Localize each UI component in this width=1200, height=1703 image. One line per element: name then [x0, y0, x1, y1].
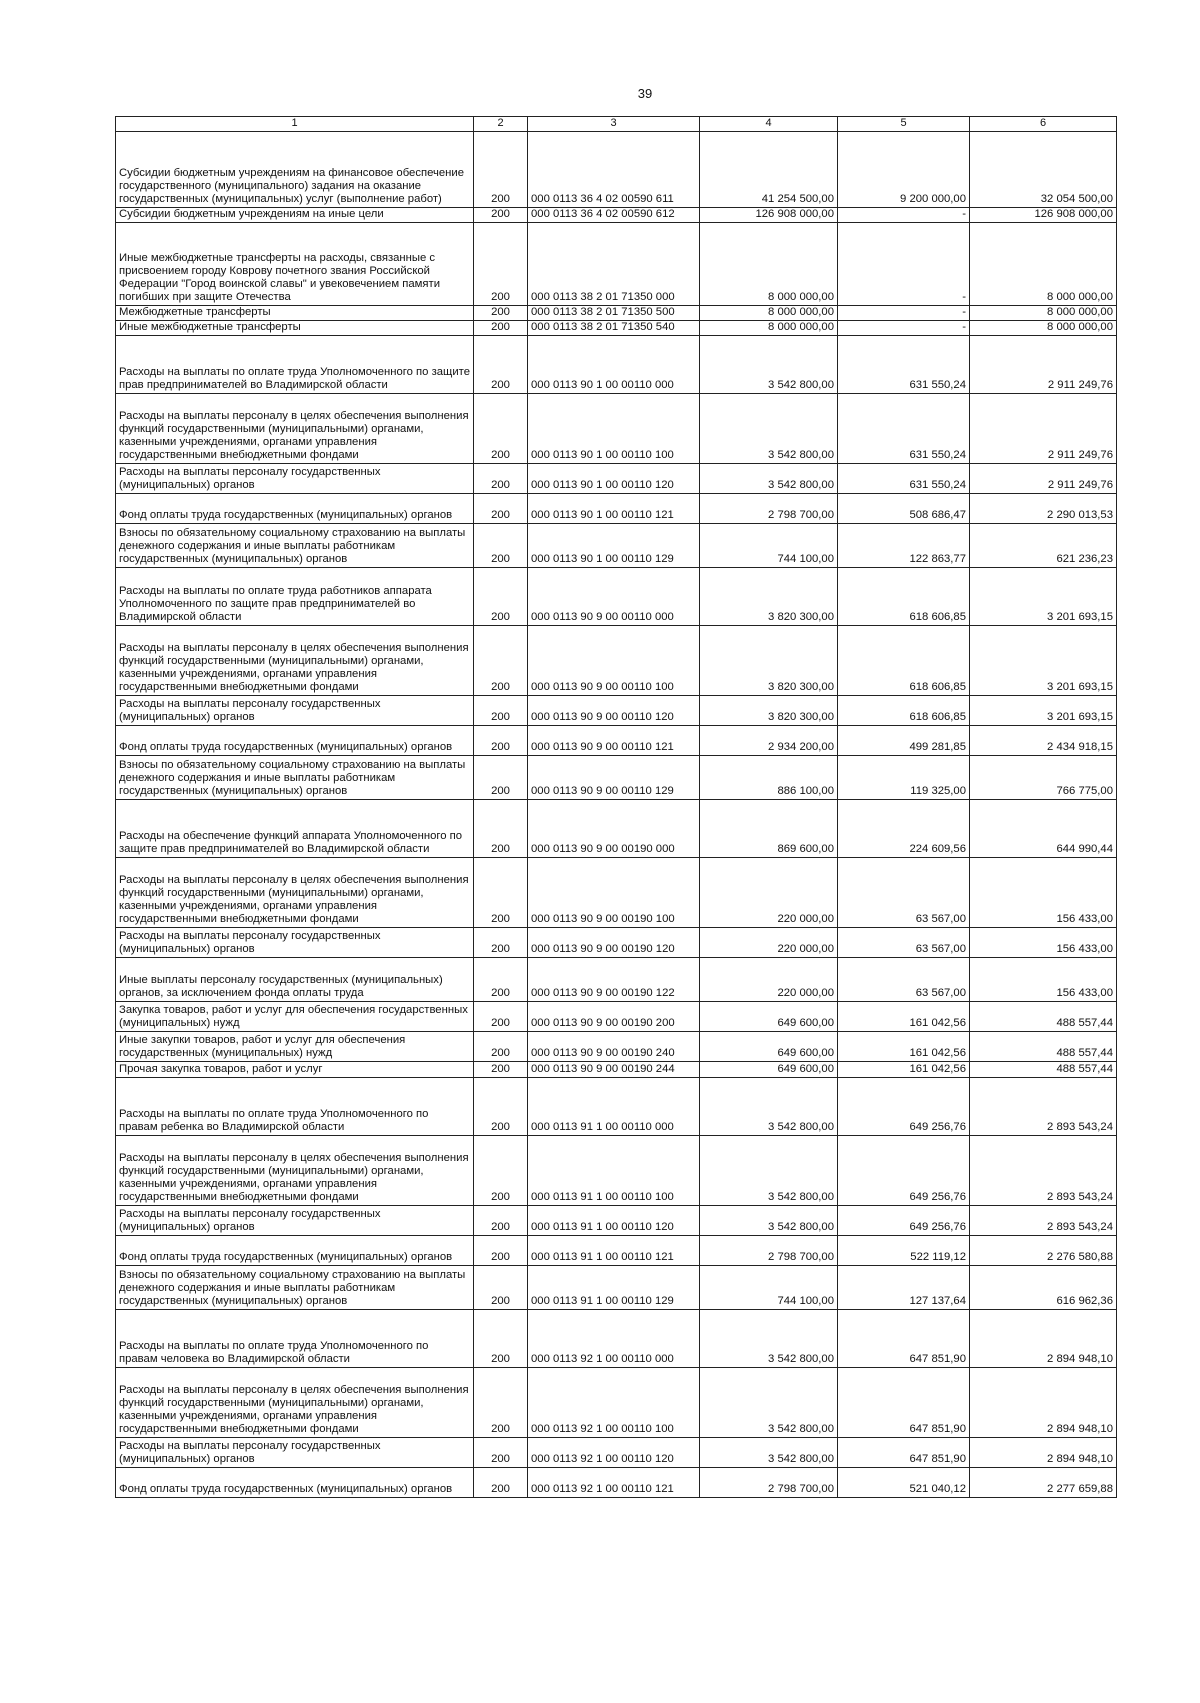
row-approved-value: 3 820 300,00 [700, 626, 838, 696]
row-remaining-value: 2 276 580,88 [970, 1236, 1117, 1266]
row-budget-code: 000 0113 36 4 02 00590 611 [528, 132, 700, 208]
row-approved-value: 744 100,00 [700, 1266, 838, 1310]
row-approved-value: 649 600,00 [700, 1062, 838, 1078]
row-budget-code: 000 0113 90 9 00 00190 244 [528, 1062, 700, 1078]
table-row [116, 1032, 1117, 1062]
row-budget-code: 000 0113 90 1 00 00110 100 [528, 394, 700, 464]
row-approved-value: 744 100,00 [700, 524, 838, 568]
table-row [116, 568, 1117, 626]
row-executed-value: 649 256,76 [838, 1206, 970, 1236]
table-row [116, 696, 1117, 726]
row-remaining-value: 3 201 693,15 [970, 696, 1117, 726]
row-approved-value: 649 600,00 [700, 1002, 838, 1032]
table-row [116, 336, 1117, 394]
row-admin-code: 200 [474, 1062, 528, 1078]
row-budget-code: 000 0113 90 9 00 00110 100 [528, 626, 700, 696]
row-admin-code: 200 [474, 1310, 528, 1368]
row-executed-value: 161 042,56 [838, 1032, 970, 1062]
row-budget-code: 000 0113 36 4 02 00590 612 [528, 208, 700, 223]
row-budget-code: 000 0113 90 1 00 00110 129 [528, 524, 700, 568]
row-admin-code: 200 [474, 524, 528, 568]
row-admin-code: 200 [474, 1236, 528, 1266]
row-budget-code: 000 0113 90 9 00 00110 000 [528, 568, 700, 626]
row-budget-code: 000 0113 90 9 00 00190 100 [528, 858, 700, 928]
row-admin-code: 200 [474, 726, 528, 756]
row-executed-value: 119 325,00 [838, 756, 970, 800]
row-executed-value: 161 042,56 [838, 1062, 970, 1078]
row-remaining-value: 3 201 693,15 [970, 626, 1117, 696]
row-description: Расходы на обеспечение функций аппарата Уполномоченного по защите прав предпринимателей во Владимирской области [116, 800, 474, 858]
row-budget-code: 000 0113 92 1 00 00110 100 [528, 1368, 700, 1438]
row-approved-value: 3 542 800,00 [700, 1368, 838, 1438]
row-approved-value: 220 000,00 [700, 958, 838, 1002]
row-description: Фонд оплаты труда государственных (муниципальных) органов [116, 1468, 474, 1498]
row-description: Расходы на выплаты по оплате труда Уполномоченного по правам ребенка во Владимирской области [116, 1078, 474, 1136]
row-description: Расходы на выплаты по оплате труда Уполномоченного по правам человека во Владимирской области [116, 1310, 474, 1368]
row-executed-value: 127 137,64 [838, 1266, 970, 1310]
row-approved-value: 3 820 300,00 [700, 696, 838, 726]
row-description: Расходы на выплаты персоналу в целях обеспечения выполнения функций государственными (муниципальными) органами, казенными учреждениями, органами управления государственными внебюджетными фондами [116, 858, 474, 928]
row-executed-value: 161 042,56 [838, 1002, 970, 1032]
row-executed-value: 631 550,24 [838, 394, 970, 464]
row-admin-code: 200 [474, 1438, 528, 1468]
table-row [116, 800, 1117, 858]
table-row [116, 394, 1117, 464]
row-admin-code: 200 [474, 1206, 528, 1236]
row-approved-value: 869 600,00 [700, 800, 838, 858]
row-description: Иные закупки товаров, работ и услуг для обеспечения государственных (муниципальных) нужд [116, 1032, 474, 1062]
header-cell-2: 2 [474, 117, 528, 132]
row-admin-code: 200 [474, 958, 528, 1002]
row-admin-code: 200 [474, 858, 528, 928]
header-cell-3: 3 [528, 117, 700, 132]
row-remaining-value: 156 433,00 [970, 858, 1117, 928]
row-description: Расходы на выплаты персоналу в целях обеспечения выполнения функций государственными (муниципальными) органами, казенными учреждениями, органами управления государственными внебюджетными фондами [116, 1368, 474, 1438]
table-row [116, 1468, 1117, 1498]
table-row [116, 223, 1117, 306]
row-budget-code: 000 0113 92 1 00 00110 121 [528, 1468, 700, 1498]
row-admin-code: 200 [474, 626, 528, 696]
row-executed-value: 224 609,56 [838, 800, 970, 858]
row-approved-value: 3 542 800,00 [700, 1078, 838, 1136]
row-admin-code: 200 [474, 1368, 528, 1438]
row-description: Расходы на выплаты персоналу в целях обеспечения выполнения функций государственными (муниципальными) органами, казенными учреждениями, органами управления государственными внебюджетными фондами [116, 394, 474, 464]
header-cell-1: 1 [116, 117, 474, 132]
row-description: Расходы на выплаты персоналу в целях обеспечения выполнения функций государственными (муниципальными) органами, казенными учреждениями, органами управления государственными внебюджетными фондами [116, 626, 474, 696]
row-remaining-value: 156 433,00 [970, 958, 1117, 1002]
row-admin-code: 200 [474, 306, 528, 321]
table-row [116, 1236, 1117, 1266]
row-description: Расходы на выплаты персоналу государственных (муниципальных) органов [116, 1438, 474, 1468]
header-cell-4: 4 [700, 117, 838, 132]
row-remaining-value: 8 000 000,00 [970, 306, 1117, 321]
row-budget-code: 000 0113 91 1 00 00110 129 [528, 1266, 700, 1310]
row-remaining-value: 126 908 000,00 [970, 208, 1117, 223]
row-description: Закупка товаров, работ и услуг для обеспечения государственных (муниципальных) нужд [116, 1002, 474, 1032]
table-row [116, 494, 1117, 524]
row-budget-code: 000 0113 90 9 00 00110 120 [528, 696, 700, 726]
row-approved-value: 3 542 800,00 [700, 1136, 838, 1206]
row-budget-code: 000 0113 38 2 01 71350 540 [528, 321, 700, 336]
row-admin-code: 200 [474, 336, 528, 394]
row-remaining-value: 2 911 249,76 [970, 336, 1117, 394]
row-remaining-value: 616 962,36 [970, 1266, 1117, 1310]
table-row [116, 858, 1117, 928]
row-executed-value: 9 200 000,00 [838, 132, 970, 208]
row-admin-code: 200 [474, 321, 528, 336]
row-admin-code: 200 [474, 208, 528, 223]
row-executed-value: 631 550,24 [838, 336, 970, 394]
row-approved-value: 126 908 000,00 [700, 208, 838, 223]
table-row [116, 464, 1117, 494]
row-remaining-value: 8 000 000,00 [970, 223, 1117, 306]
row-approved-value: 220 000,00 [700, 858, 838, 928]
row-remaining-value: 766 775,00 [970, 756, 1117, 800]
row-budget-code: 000 0113 90 9 00 00190 240 [528, 1032, 700, 1062]
row-admin-code: 200 [474, 1032, 528, 1062]
row-approved-value: 3 542 800,00 [700, 464, 838, 494]
row-remaining-value: 2 894 948,10 [970, 1368, 1117, 1438]
row-approved-value: 3 542 800,00 [700, 336, 838, 394]
row-description: Взносы по обязательному социальному страхованию на выплаты денежного содержания и иные выплаты работникам государственных (муниципальных) органов [116, 1266, 474, 1310]
row-executed-value: 649 256,76 [838, 1136, 970, 1206]
header-cell-6: 6 [970, 117, 1117, 132]
row-executed-value: 508 686,47 [838, 494, 970, 524]
page-number: 39 [637, 86, 653, 101]
row-executed-value: - [838, 321, 970, 336]
row-remaining-value: 488 557,44 [970, 1062, 1117, 1078]
row-budget-code: 000 0113 92 1 00 00110 120 [528, 1438, 700, 1468]
row-admin-code: 200 [474, 223, 528, 306]
row-budget-code: 000 0113 90 1 00 00110 000 [528, 336, 700, 394]
table-row [116, 756, 1117, 800]
row-remaining-value: 2 434 918,15 [970, 726, 1117, 756]
row-remaining-value: 32 054 500,00 [970, 132, 1117, 208]
table-row [116, 1062, 1117, 1078]
row-budget-code: 000 0113 90 1 00 00110 121 [528, 494, 700, 524]
row-remaining-value: 2 911 249,76 [970, 464, 1117, 494]
row-executed-value: 521 040,12 [838, 1468, 970, 1498]
row-remaining-value: 2 277 659,88 [970, 1468, 1117, 1498]
row-description: Прочая закупка товаров, работ и услуг [116, 1062, 474, 1078]
header-row [116, 117, 1117, 132]
row-executed-value: 618 606,85 [838, 696, 970, 726]
row-budget-code: 000 0113 91 1 00 00110 000 [528, 1078, 700, 1136]
row-description: Субсидии бюджетным учреждениям на иные цели [116, 208, 474, 223]
row-description: Расходы на выплаты персоналу государственных (муниципальных) органов [116, 928, 474, 958]
row-admin-code: 200 [474, 696, 528, 726]
table-row [116, 524, 1117, 568]
row-remaining-value: 2 894 948,10 [970, 1310, 1117, 1368]
row-executed-value: 647 851,90 [838, 1438, 970, 1468]
budget-table [115, 116, 1117, 1498]
row-executed-value: 122 863,77 [838, 524, 970, 568]
row-approved-value: 3 542 800,00 [700, 1438, 838, 1468]
row-description: Расходы на выплаты персоналу в целях обеспечения выполнения функций государственными (муниципальными) органами, казенными учреждениями, органами управления государственными внебюджетными фондами [116, 1136, 474, 1206]
table-row [116, 626, 1117, 696]
table-row [116, 1266, 1117, 1310]
table-row [116, 1310, 1117, 1368]
table-row [116, 1438, 1117, 1468]
row-budget-code: 000 0113 91 1 00 00110 100 [528, 1136, 700, 1206]
row-admin-code: 200 [474, 756, 528, 800]
row-admin-code: 200 [474, 1136, 528, 1206]
row-admin-code: 200 [474, 568, 528, 626]
row-description: Расходы на выплаты персоналу государственных (муниципальных) органов [116, 696, 474, 726]
row-executed-value: 631 550,24 [838, 464, 970, 494]
row-remaining-value: 8 000 000,00 [970, 321, 1117, 336]
row-admin-code: 200 [474, 928, 528, 958]
row-remaining-value: 2 893 543,24 [970, 1206, 1117, 1236]
row-executed-value: 647 851,90 [838, 1310, 970, 1368]
row-admin-code: 200 [474, 1002, 528, 1032]
row-approved-value: 3 542 800,00 [700, 1310, 838, 1368]
row-description: Расходы на выплаты персоналу государственных (муниципальных) органов [116, 1206, 474, 1236]
row-description: Взносы по обязательному социальному страхованию на выплаты денежного содержания и иные выплаты работникам государственных (муниципальных) органов [116, 524, 474, 568]
row-description: Расходы на выплаты персоналу государственных (муниципальных) органов [116, 464, 474, 494]
table-row [116, 1002, 1117, 1032]
row-description: Иные выплаты персоналу государственных (муниципальных) органов, за исключением фонда оплаты труда [116, 958, 474, 1002]
row-executed-value: 647 851,90 [838, 1368, 970, 1438]
row-approved-value: 2 798 700,00 [700, 494, 838, 524]
row-executed-value: - [838, 208, 970, 223]
table-row [116, 306, 1117, 321]
row-description: Иные межбюджетные трансферты на расходы, связанные с присвоением городу Коврову почетного звания Российской Федерации "Город воинской славы" и увековечением памяти погибших при защите Отечества [116, 223, 474, 306]
row-budget-code: 000 0113 90 9 00 00190 000 [528, 800, 700, 858]
row-approved-value: 8 000 000,00 [700, 223, 838, 306]
row-budget-code: 000 0113 91 1 00 00110 121 [528, 1236, 700, 1266]
row-remaining-value: 2 290 013,53 [970, 494, 1117, 524]
row-admin-code: 200 [474, 1266, 528, 1310]
row-admin-code: 200 [474, 394, 528, 464]
row-admin-code: 200 [474, 464, 528, 494]
row-description: Фонд оплаты труда государственных (муниципальных) органов [116, 1236, 474, 1266]
row-admin-code: 200 [474, 800, 528, 858]
row-budget-code: 000 0113 90 9 00 00190 200 [528, 1002, 700, 1032]
row-executed-value: 63 567,00 [838, 928, 970, 958]
row-budget-code: 000 0113 38 2 01 71350 000 [528, 223, 700, 306]
row-description: Взносы по обязательному социальному страхованию на выплаты денежного содержания и иные выплаты работникам государственных (муниципальных) органов [116, 756, 474, 800]
row-description: Межбюджетные трансферты [116, 306, 474, 321]
row-remaining-value: 644 990,44 [970, 800, 1117, 858]
row-approved-value: 649 600,00 [700, 1032, 838, 1062]
row-executed-value: 618 606,85 [838, 568, 970, 626]
row-approved-value: 8 000 000,00 [700, 321, 838, 336]
row-approved-value: 2 798 700,00 [700, 1236, 838, 1266]
row-budget-code: 000 0113 90 9 00 00110 129 [528, 756, 700, 800]
table-row [116, 1136, 1117, 1206]
row-description: Иные межбюджетные трансферты [116, 321, 474, 336]
row-approved-value: 2 934 200,00 [700, 726, 838, 756]
row-description: Фонд оплаты труда государственных (муниципальных) органов [116, 494, 474, 524]
row-approved-value: 2 798 700,00 [700, 1468, 838, 1498]
row-budget-code: 000 0113 90 1 00 00110 120 [528, 464, 700, 494]
table-row [116, 321, 1117, 336]
row-approved-value: 3 820 300,00 [700, 568, 838, 626]
row-admin-code: 200 [474, 132, 528, 208]
row-remaining-value: 621 236,23 [970, 524, 1117, 568]
row-remaining-value: 156 433,00 [970, 928, 1117, 958]
row-approved-value: 886 100,00 [700, 756, 838, 800]
row-executed-value: 522 119,12 [838, 1236, 970, 1266]
table-row [116, 208, 1117, 223]
row-approved-value: 3 542 800,00 [700, 394, 838, 464]
table-row [116, 958, 1117, 1002]
row-approved-value: 3 542 800,00 [700, 1206, 838, 1236]
table-row [116, 1078, 1117, 1136]
row-remaining-value: 2 893 543,24 [970, 1078, 1117, 1136]
table-row [116, 928, 1117, 958]
row-budget-code: 000 0113 90 9 00 00110 121 [528, 726, 700, 756]
row-executed-value: 499 281,85 [838, 726, 970, 756]
row-approved-value: 41 254 500,00 [700, 132, 838, 208]
row-approved-value: 220 000,00 [700, 928, 838, 958]
row-budget-code: 000 0113 90 9 00 00190 120 [528, 928, 700, 958]
row-remaining-value: 2 911 249,76 [970, 394, 1117, 464]
row-description: Фонд оплаты труда государственных (муниципальных) органов [116, 726, 474, 756]
row-admin-code: 200 [474, 494, 528, 524]
table-row [116, 132, 1117, 208]
row-executed-value: 63 567,00 [838, 858, 970, 928]
row-executed-value: 649 256,76 [838, 1078, 970, 1136]
row-budget-code: 000 0113 90 9 00 00190 122 [528, 958, 700, 1002]
table-row [116, 1368, 1117, 1438]
row-executed-value: - [838, 223, 970, 306]
row-description: Расходы на выплаты по оплате труда работников аппарата Уполномоченного по защите прав предпринимателей во Владимирской области [116, 568, 474, 626]
row-budget-code: 000 0113 92 1 00 00110 000 [528, 1310, 700, 1368]
row-description: Субсидии бюджетным учреждениям на финансовое обеспечение государственного (муниципального) задания на оказание государственных (муниципальных) услуг (выполнение работ) [116, 132, 474, 208]
row-remaining-value: 2 894 948,10 [970, 1438, 1117, 1468]
row-admin-code: 200 [474, 1468, 528, 1498]
table-row [116, 726, 1117, 756]
row-executed-value: - [838, 306, 970, 321]
row-admin-code: 200 [474, 1078, 528, 1136]
row-executed-value: 618 606,85 [838, 626, 970, 696]
row-remaining-value: 3 201 693,15 [970, 568, 1117, 626]
row-budget-code: 000 0113 38 2 01 71350 500 [528, 306, 700, 321]
row-approved-value: 8 000 000,00 [700, 306, 838, 321]
row-remaining-value: 488 557,44 [970, 1002, 1117, 1032]
row-budget-code: 000 0113 91 1 00 00110 120 [528, 1206, 700, 1236]
header-cell-5: 5 [838, 117, 970, 132]
row-executed-value: 63 567,00 [838, 958, 970, 1002]
table-row [116, 1206, 1117, 1236]
row-remaining-value: 2 893 543,24 [970, 1136, 1117, 1206]
row-remaining-value: 488 557,44 [970, 1032, 1117, 1062]
row-description: Расходы на выплаты по оплате труда Уполномоченного по защите прав предпринимателей во Владимирской области [116, 336, 474, 394]
